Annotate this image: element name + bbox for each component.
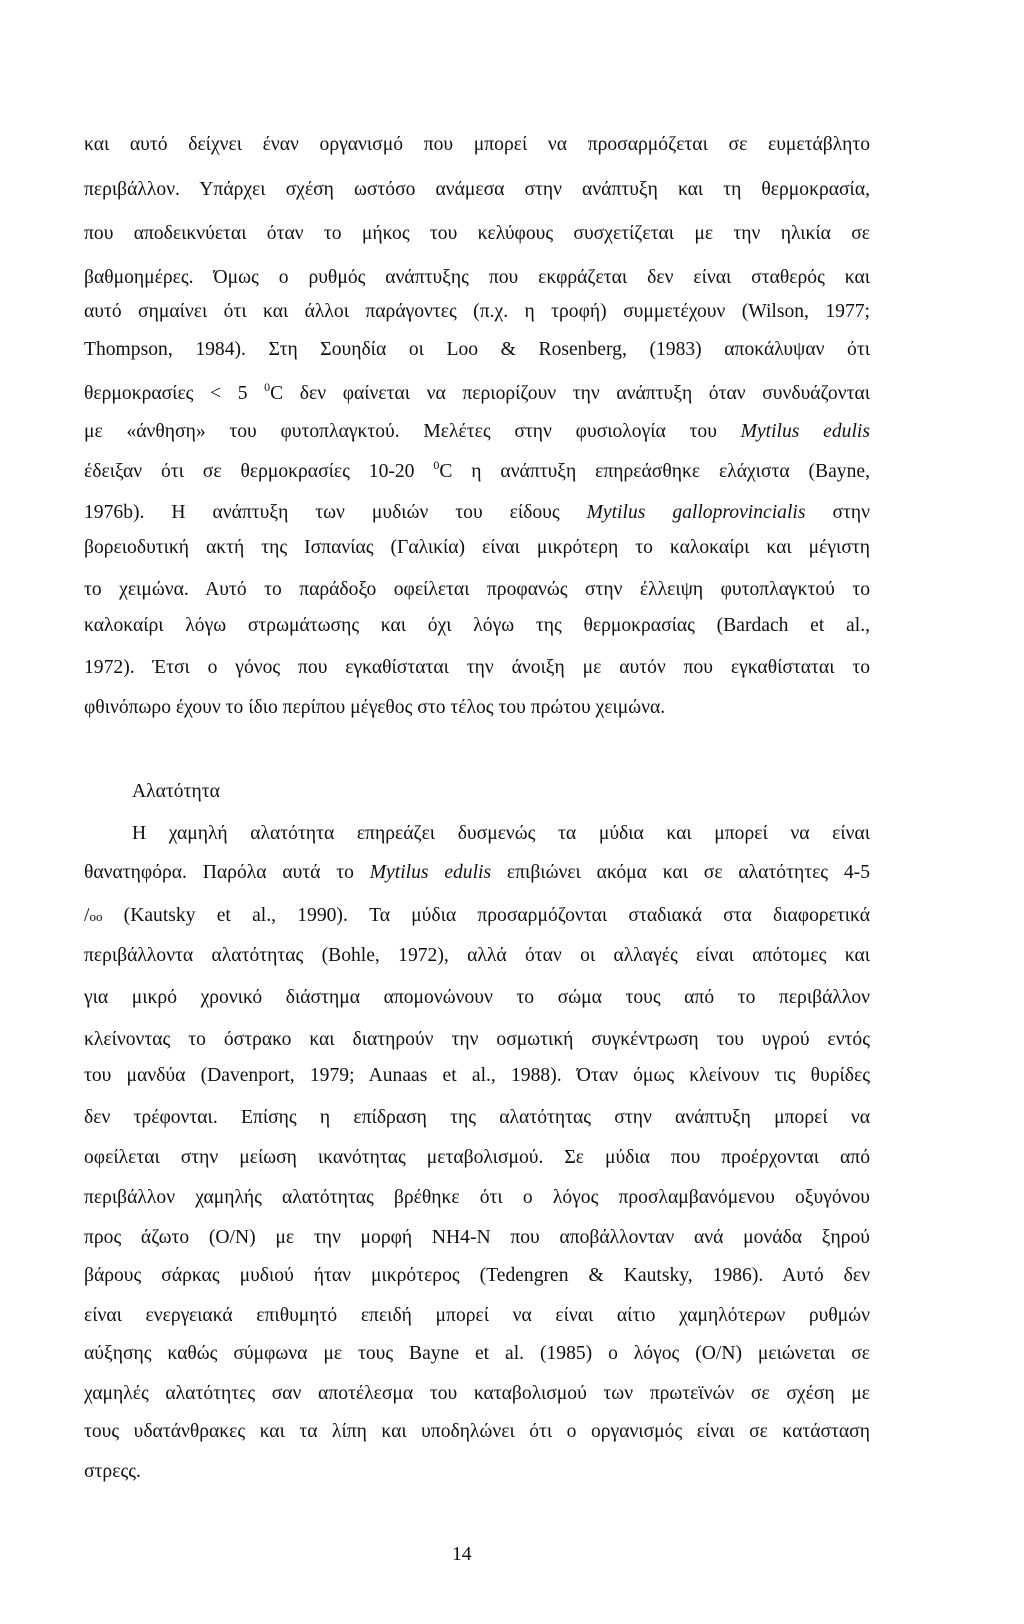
text-line: περιβάλλον. Υπάρχει σχέση ωστόσο ανάμεσα στην ανάπτυξη και τη θερμοκρασία,: [84, 179, 870, 200]
text-line: το χειμώνα. Αυτό το παράδοξο οφείλεται προφανώς στην έλλειψη φυτοπλαγκτού το: [84, 579, 870, 600]
text-line: δεν τρέφονται. Επίσης η επίδραση της αλατότητας στην ανάπτυξη μπορεί να: [84, 1107, 870, 1128]
text-line: του μανδύα (Davenport, 1979; Aunaas et al., 1988). Όταν όμως κλείνουν τις θυρίδες: [84, 1065, 870, 1086]
text-run: θερμοκρασίες < 5: [84, 383, 265, 404]
text-line: προς άζωτο (O/N) με την μορφή NH4-N που αποβάλλονταν ανά μονάδα ξηρού: [84, 1227, 870, 1248]
superscript: 0: [264, 380, 271, 394]
text-line: φθινόπωρο έχουν το ίδιο περίπου μέγεθος στο τέλος του πρώτου χειμώνα.: [84, 697, 666, 718]
text-line: τους υδατάνθρακες και τα λίπη και υποδηλώνει ότι ο οργανισμός είναι σε κατάσταση: [84, 1421, 870, 1442]
text-line: οφείλεται στην μείωση ικανότητας μεταβολισμού. Σε μύδια που προέρχονται από: [84, 1147, 870, 1168]
text-line: [84, 861, 870, 885]
text-line: χαμηλές αλατότητες σαν αποτέλεσμα του καταβολισμού των πρωτεϊνών σε σχέση με: [84, 1383, 870, 1404]
text-line: Η χαμηλή αλατότητα επηρεάζει δυσμενώς τα μύδια και μπορεί να είναι: [132, 823, 870, 844]
text-line: [84, 501, 870, 525]
text-run: με «άνθηση» του φυτοπλαγκτού. Μελέτες στην φυσιολογία του: [84, 421, 741, 442]
text-line: βαθμοημέρες. Όμως ο ρυθμός ανάπτυξης που εκφράζεται δεν είναι σταθερός και: [84, 267, 870, 288]
permille-sub: oo: [89, 909, 103, 924]
text-line: βορειοδυτική ακτή της Ισπανίας (Γαλικία) είναι μικρότερη το καλοκαίρι και μέγιστη: [84, 537, 870, 558]
text-run: θανατηφόρα. Παρόλα αυτά το: [84, 862, 370, 883]
text-line: βάρους σάρκας μυδιού ήταν μικρότερος (Tedengren & Kautsky, 1986). Αυτό δεν: [84, 1265, 870, 1286]
text-line: για μικρό χρονικό διάστημα απομονώνουν το σώμα τους από το περιβάλλον: [84, 987, 870, 1008]
section-heading: Αλατότητα: [132, 781, 220, 802]
text-run: (Kautsky et al., 1990). Τα μύδια προσαρμόζονται σταδιακά στα διαφορετικά: [102, 905, 870, 926]
species-name: Mytilus edulis: [369, 862, 492, 883]
text-line: είναι ενεργειακά επιθυμητό επειδή μπορεί να είναι αίτιο χαμηλότερων ρυθμών: [84, 1305, 870, 1326]
text-line: αυτό σημαίνει ότι και άλλοι παράγοντες (π.χ. η τροφή) συμμετέχουν (Wilson, 1977;: [84, 301, 870, 322]
text-line: [84, 904, 870, 929]
text-line: καλοκαίρι λόγω στρωμάτωσης και όχι λόγω της θερμοκρασίας (Bardach et al.,: [84, 615, 870, 636]
text-run: έδειξαν ότι σε θερμοκρασίες 10-20: [84, 461, 434, 482]
text-line: κλείνοντας το όστρακο και διατηρούν την οσμωτική συγκέντρωση του υγρού εντός: [84, 1029, 870, 1050]
text-run: επιβιώνει ακόμα και σε αλατότητες 4-5: [491, 862, 870, 883]
text-line: [84, 382, 870, 406]
text-line: περιβάλλον χαμηλής αλατότητας βρέθηκε ότι ο λόγος προσλαμβανόμενου οξυγόνου: [84, 1187, 870, 1208]
text-line: [84, 460, 870, 484]
text-run: C η ανάπτυξη επηρεάσθηκε ελάχιστα (Bayne,: [439, 461, 870, 482]
text-run: C δεν φαίνεται να περιορίζουν την ανάπτυξη όταν συνδυάζονται: [270, 383, 870, 404]
text-run: στην: [805, 502, 870, 523]
text-line: 1972). Έτσι ο γόνος που εγκαθίσταται την άνοιξη με αυτόν που εγκαθίσταται το: [84, 657, 870, 678]
text-line: που αποδεικνύεται όταν το μήκος του κελύφους συσχετίζεται με την ηλικία σε: [84, 223, 870, 244]
text-line: στρεςς.: [84, 1461, 141, 1482]
species-name: Mytilus edulis: [740, 421, 870, 442]
text-run: /: [84, 905, 90, 926]
text-line: Thompson, 1984). Στη Σουηδία οι Loo & Rosenberg, (1983) αποκάλυψαν ότι: [84, 339, 870, 360]
superscript: 0: [433, 458, 440, 472]
page-number: 14: [452, 1544, 472, 1565]
species-name: Mytilus galloprovincialis: [586, 502, 806, 523]
text-line: περιβάλλοντα αλατότητας (Bohle, 1972), αλλά όταν οι αλλαγές είναι απότομες και: [84, 945, 870, 966]
text-line: [84, 420, 870, 444]
text-line: και αυτό δείχνει έναν οργανισμό που μπορεί να προσαρμόζεται σε ευμετάβλητο: [84, 134, 870, 155]
text-run: 1976b). Η ανάπτυξη των μυδιών του είδους: [84, 502, 587, 523]
text-line: αύξησης καθώς σύμφωνα με τους Bayne et al. (1985) ο λόγος (O/N) μειώνεται σε: [84, 1343, 870, 1364]
